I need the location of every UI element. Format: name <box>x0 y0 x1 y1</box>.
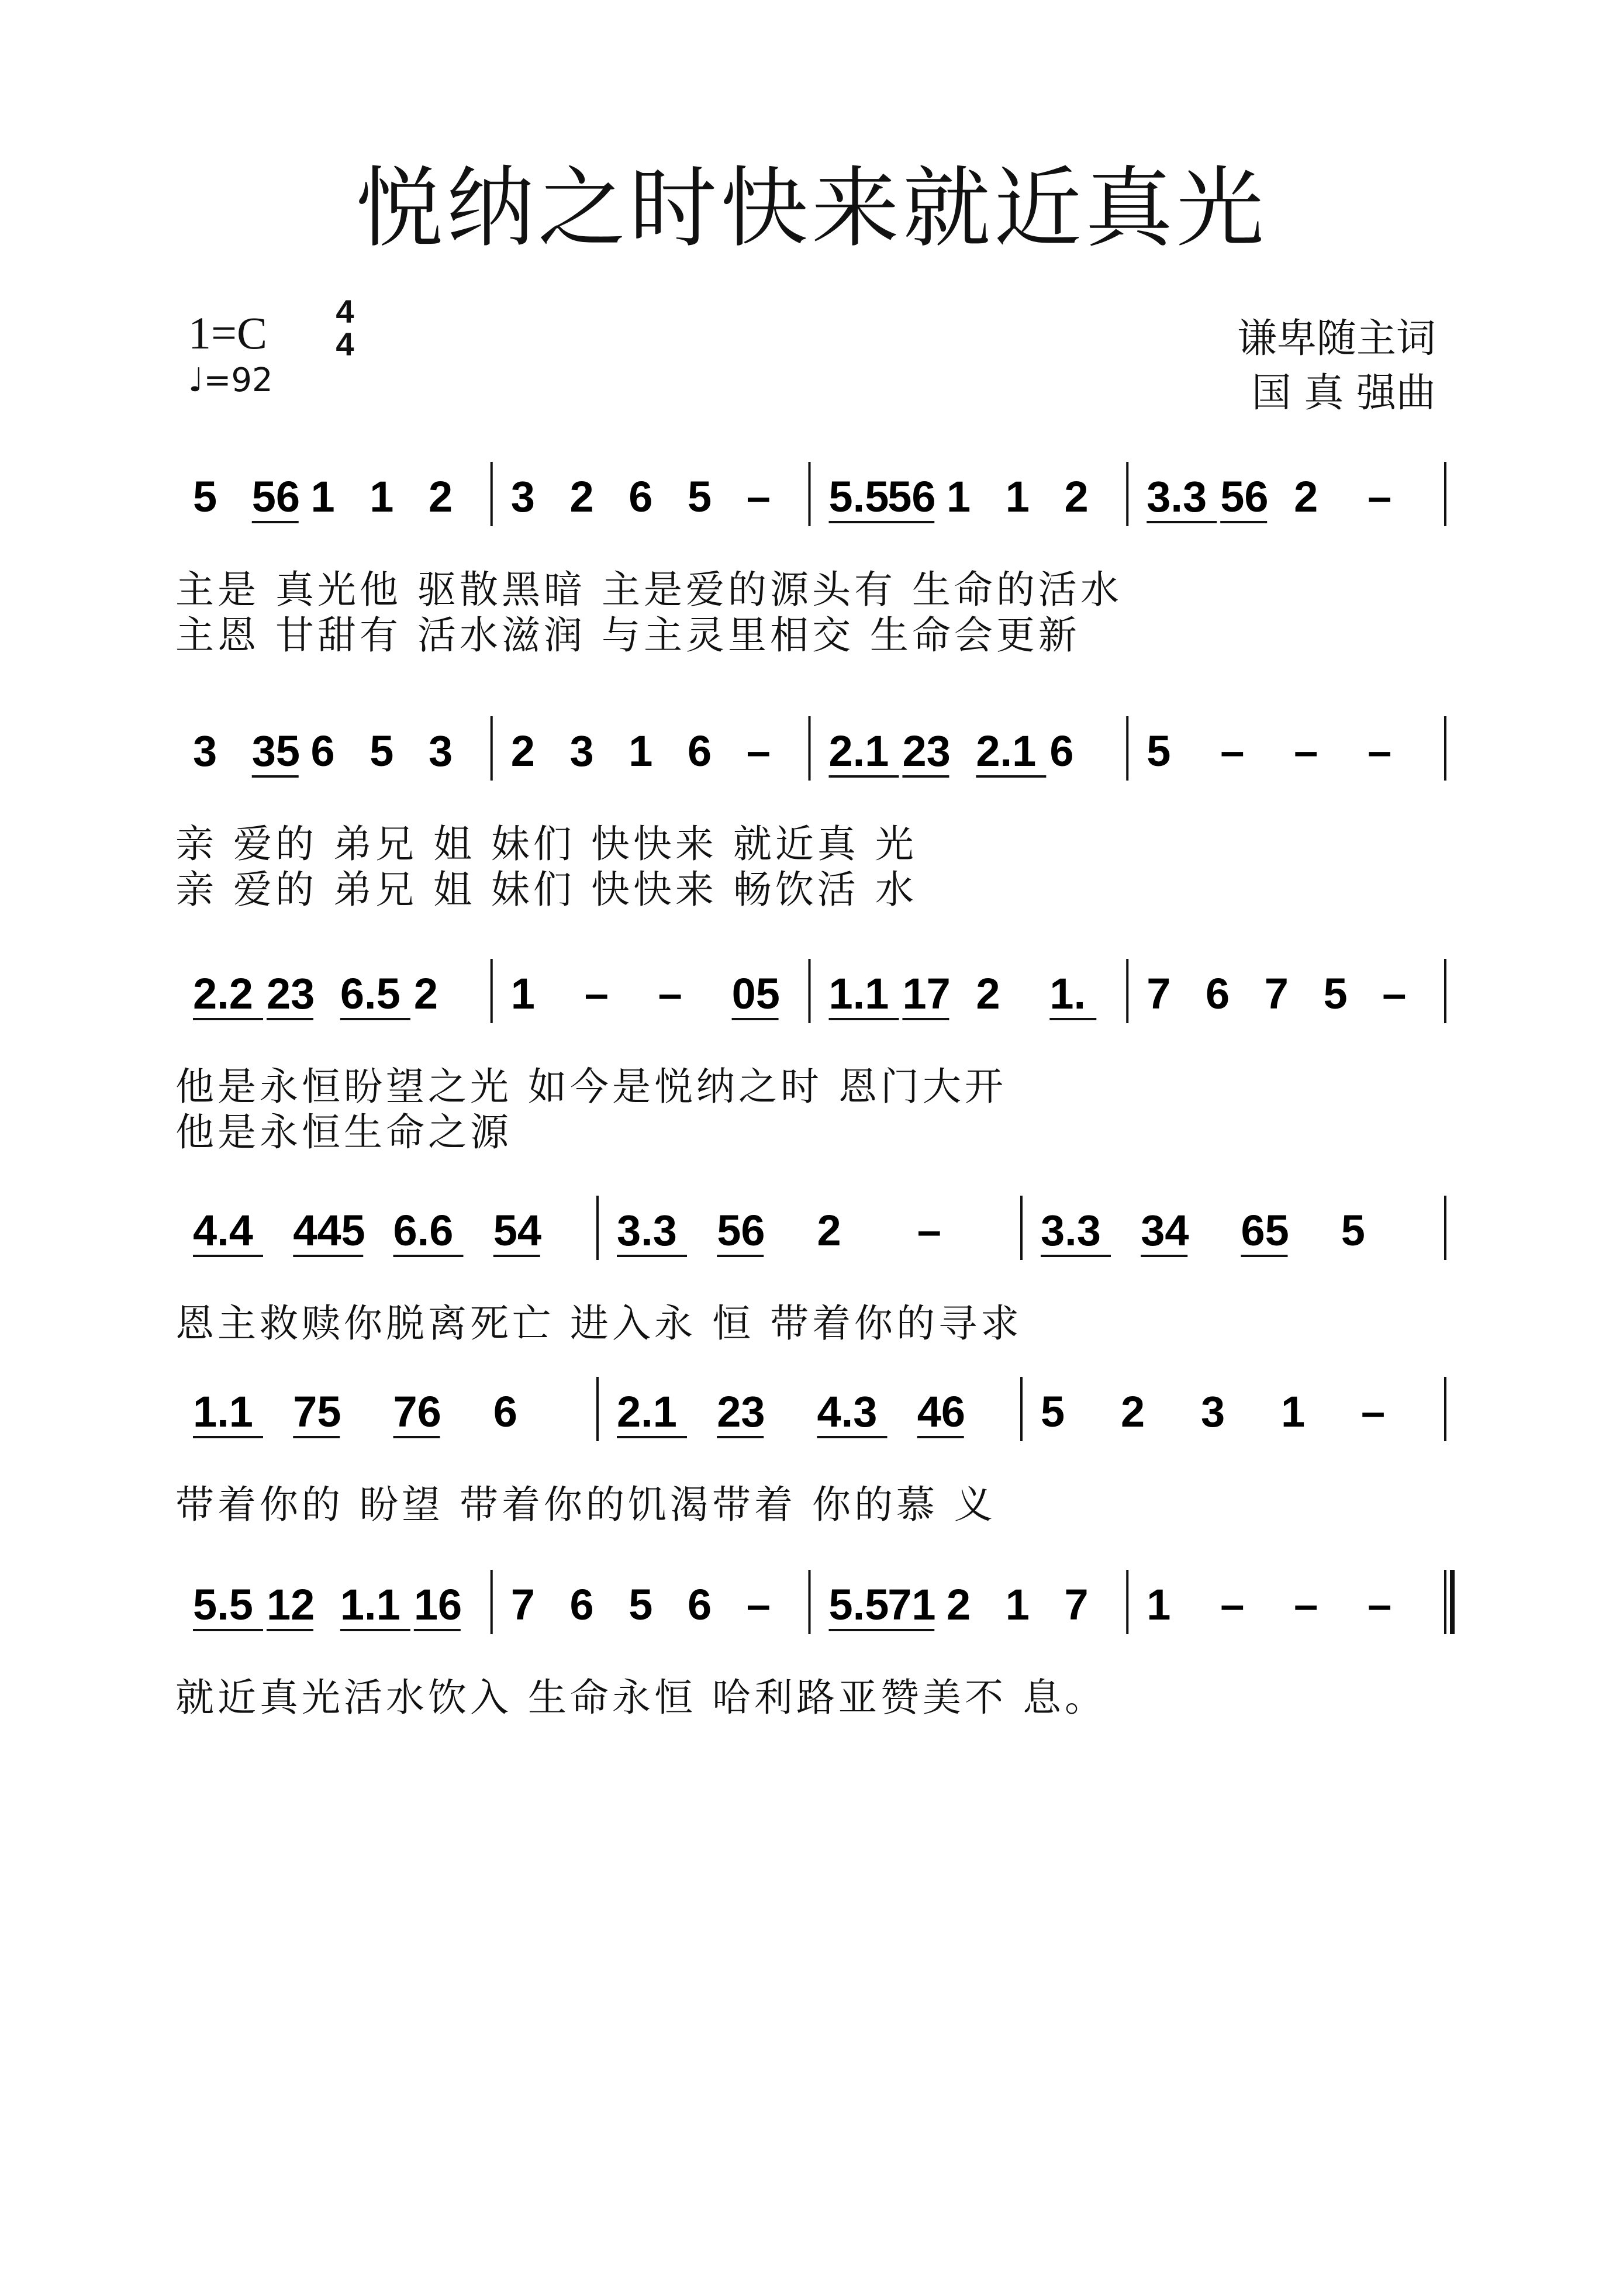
note-group: 2.1 <box>976 727 1037 775</box>
note-group: 2 <box>947 1580 971 1629</box>
note-group: 3 <box>510 472 535 521</box>
note-group: 7 <box>1064 1580 1089 1629</box>
note-group: 1 <box>310 472 335 521</box>
note-group: 1 <box>947 472 971 521</box>
lyric-line: 他是永恒盼望之光 如今是悦纳之时 恩门大开 <box>175 1064 1007 1109</box>
note-group: 12 <box>266 1580 315 1629</box>
lyric-line: 就近真光活水饮入 生命永恒 哈利路亚赞美不 息。 <box>175 1675 1107 1720</box>
note-group: 56 <box>888 472 936 521</box>
note-group: 6.5 <box>340 969 400 1018</box>
note-group: 56 <box>251 472 301 521</box>
note-group: 5.5 <box>828 472 889 521</box>
note-group: 2 <box>976 969 1000 1018</box>
note-group: 65 <box>1241 1206 1289 1255</box>
note-group: 3.3 <box>1041 1206 1101 1255</box>
note-group: – <box>746 1580 771 1629</box>
note-group: 7 <box>1264 969 1289 1018</box>
note-group: 5 <box>1341 1206 1365 1255</box>
note-group: 2 <box>429 472 453 521</box>
note-group: 1 <box>1147 1580 1171 1629</box>
note-group: 5 <box>1041 1387 1065 1436</box>
note-group: 5.5 <box>193 1580 253 1629</box>
note-group: 5.5 <box>828 1580 889 1629</box>
note-group: 1.1 <box>193 1387 253 1436</box>
note-group: 17 <box>902 969 951 1018</box>
note-group: 1 <box>1281 1387 1306 1436</box>
note-group: 2.2 <box>193 969 253 1018</box>
lyric-line: 亲 爱的 弟兄 姐 妹们 快快来 畅饮活 水 <box>175 867 917 912</box>
note-group: – <box>1294 1580 1318 1629</box>
note-group: 34 <box>1141 1206 1189 1255</box>
note-group: 7 <box>1147 969 1171 1018</box>
note-group: 2 <box>1294 472 1318 521</box>
note-group: 5 <box>629 1580 653 1629</box>
note-group: 6 <box>310 727 335 775</box>
note-group: 6 <box>1049 727 1074 775</box>
note-group: 4.4 <box>193 1206 253 1255</box>
note-group: – <box>746 727 771 775</box>
note-group: – <box>584 969 609 1018</box>
note-group: 1.1 <box>340 1580 400 1629</box>
note-group: 1. <box>1049 969 1086 1018</box>
note-group: 6 <box>629 472 653 521</box>
note-group: 1 <box>370 472 394 521</box>
key-signature: 1=C <box>188 308 268 358</box>
note-group: – <box>1382 969 1407 1018</box>
note-group: – <box>1294 727 1318 775</box>
note-group: 3 <box>1201 1387 1225 1436</box>
note-group: 54 <box>493 1206 542 1255</box>
note-group: 3 <box>193 727 217 775</box>
note-group: 6 <box>493 1387 517 1436</box>
note-group: – <box>658 969 682 1018</box>
time-signature-top: 4 <box>336 293 354 330</box>
note-group: 76 <box>393 1387 441 1436</box>
composer-credit: 国 真 强曲 <box>1251 370 1436 416</box>
note-group: 5 <box>193 472 217 521</box>
note-group: 4.3 <box>817 1387 878 1436</box>
note-group: 2 <box>413 969 438 1018</box>
note-group: 35 <box>251 727 301 775</box>
note-group: – <box>1368 1580 1392 1629</box>
note-group: 1 <box>629 727 653 775</box>
note-group: 5 <box>1147 727 1171 775</box>
note-group: 71 <box>888 1580 936 1629</box>
note-group: 2 <box>817 1206 841 1255</box>
note-group: 2.1 <box>617 1387 677 1436</box>
note-group: 23 <box>717 1387 765 1436</box>
note-group: 1 <box>510 969 535 1018</box>
note-group: 2.1 <box>828 727 889 775</box>
lyric-line: 亲 爱的 弟兄 姐 妹们 快快来 就近真 光 <box>175 821 917 866</box>
note-group: 05 <box>731 969 780 1018</box>
note-group: – <box>746 472 771 521</box>
time-signature-bottom: 4 <box>336 326 354 362</box>
note-group: 6.6 <box>393 1206 454 1255</box>
note-group: – <box>1220 727 1245 775</box>
note-group: 1 <box>1005 472 1030 521</box>
note-group: 16 <box>413 1580 462 1629</box>
note-group: – <box>1361 1387 1386 1436</box>
note-group: 75 <box>293 1387 341 1436</box>
note-group: 7 <box>510 1580 535 1629</box>
song-title: 悦纳之时快来就近真光 <box>355 158 1268 260</box>
note-group: 5 <box>370 727 394 775</box>
note-group: 6 <box>688 727 712 775</box>
tempo-value: =92 <box>203 361 273 399</box>
note-group: 5 <box>1323 969 1348 1018</box>
lyric-line: 恩主救赎你脱离死亡 进入永 恒 带着你的寻求 <box>175 1301 1023 1346</box>
quarter-note-icon: ♩ <box>188 361 204 399</box>
note-group: 46 <box>917 1387 966 1436</box>
note-group: 445 <box>293 1206 365 1255</box>
note-group: – <box>1220 1580 1245 1629</box>
lyric-line: 带着你的 盼望 带着你的饥渴带着 你的慕 义 <box>175 1482 996 1527</box>
note-group: 6 <box>569 1580 594 1629</box>
note-group: 2 <box>1064 472 1089 521</box>
note-group: 3 <box>569 727 594 775</box>
note-group: 3.3 <box>617 1206 677 1255</box>
note-group: 2 <box>1121 1387 1145 1436</box>
note-group: 1.1 <box>828 969 889 1018</box>
note-group: 23 <box>266 969 315 1018</box>
note-group: 6 <box>1206 969 1230 1018</box>
note-group: – <box>1368 472 1392 521</box>
note-group: 6 <box>688 1580 712 1629</box>
note-group: 56 <box>717 1206 765 1255</box>
lyric-line: 他是永恒生命之源 <box>175 1110 512 1155</box>
note-group: 3.3 <box>1147 472 1207 521</box>
note-group: – <box>917 1206 941 1255</box>
note-group: – <box>1368 727 1392 775</box>
note-group: 23 <box>902 727 951 775</box>
lyric-line: 主是 真光他 驱散黑暗 主是爱的源头有 生命的活水 <box>175 567 1123 612</box>
note-group: 2 <box>510 727 535 775</box>
note-group: 5 <box>688 472 712 521</box>
note-group: 3 <box>429 727 453 775</box>
note-group: 1 <box>1005 1580 1030 1629</box>
note-group: 56 <box>1220 472 1269 521</box>
lyric-line: 主恩 甘甜有 活水滋润 与主灵里相交 生命会更新 <box>175 613 1080 658</box>
lyricist-credit: 谦卑随主词 <box>1237 316 1436 362</box>
note-group: 2 <box>569 472 594 521</box>
